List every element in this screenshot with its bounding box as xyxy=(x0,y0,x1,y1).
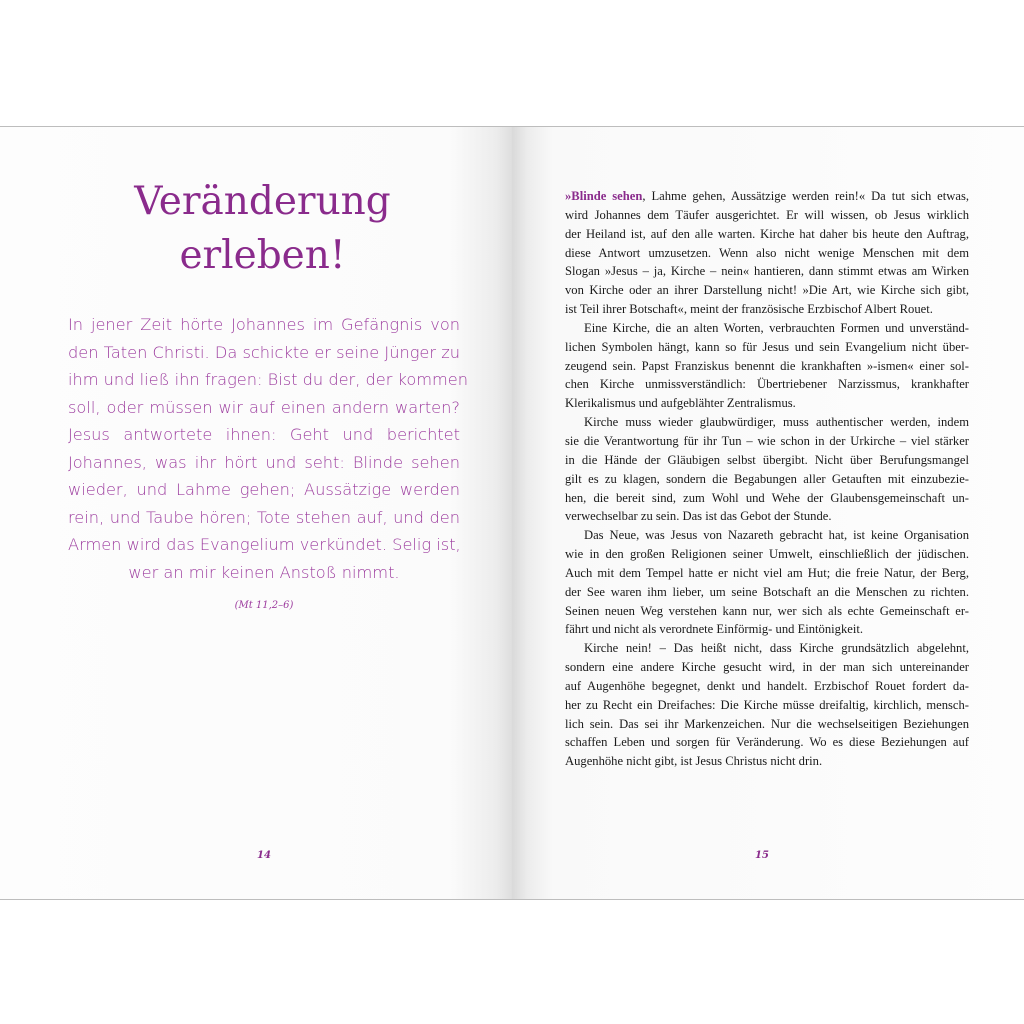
body-line-rest: , Lahme gehen, Aussätzige werden rein!« Da tut sich etwas, xyxy=(642,189,970,203)
body-line: Eine Kirche, die an alten Worten, verbrauchten Formen und unverständ- xyxy=(584,320,969,335)
body-line: Das Neue, was Jesus von Nazareth gebracht hat, ist keine Organisation xyxy=(584,528,969,543)
body-line: der See waren ihm lieber, um seine Botschaft an die Menschen zu richten. xyxy=(565,584,969,599)
body-line: Klerikalismus und aufgeblähter Zentralismus. xyxy=(565,396,796,411)
body-line: ist Teil ihrer Botschaft«, meint der französische Erzbischof Albert Rouet. xyxy=(565,302,933,317)
body-line: wie in den großen Religionen seiner Umwelt, einschließlich der jüdischen. xyxy=(565,547,969,562)
body-line: Seinen neuen Weg verstehen kann nur, wer sich als echte Gemeinschaft er- xyxy=(565,603,969,618)
book-spread xyxy=(0,126,1024,900)
title-line: Veränderung xyxy=(134,179,391,224)
quote-line: In jener Zeit hörte Johannes im Gefängnis von xyxy=(68,315,460,334)
body-line: wird Johannes dem Täufer ausgerichtet. Er will wissen, ob Jesus wirklich xyxy=(565,207,969,222)
body-line: Augenhöhe nicht gibt, ist Jesus Christus nicht drin. xyxy=(565,754,823,769)
body-line: lich sein. Das sei ihr Markenzeichen. Nur die wechselseitigen Beziehungen xyxy=(565,716,969,731)
quote-line: Armen wird das Evangelium verkündet. Selig ist, xyxy=(68,535,461,554)
body-text xyxy=(565,187,969,771)
body-line: zeugend sein. Papst Franziskus benennt die krankhaften »-ismen« einer sol- xyxy=(565,358,969,373)
quote-line: Jesus antwortete ihnen: Geht und berichtet xyxy=(68,425,460,444)
body-line: lichen Symbolen hängt, kann so für Jesus und sein Evangelium nicht über- xyxy=(565,339,969,354)
body-line: chen Kirche unmissverständlich: Übertriebener Narzissmus, krankhafter xyxy=(565,377,969,392)
quote-citation: (Mt 11,2–6) xyxy=(234,600,294,611)
right-page xyxy=(512,127,1024,899)
body-line: von Kirche oder an ihrer Darstellung nicht! »Die Art, wie Kirche sich gibt, xyxy=(565,283,969,298)
body-line: diese Antwort umzusetzen. Wenn also nicht wenige Menschen mit dem xyxy=(565,245,969,260)
body-line: Kirche nein! – Das heißt nicht, dass Kirche grundsätzlich abgelehnt, xyxy=(584,641,969,656)
body-line: sie die Verantwortung für ihr Tun – wie schon in der Urkirche – viel stärker xyxy=(565,433,969,448)
quote-line: wer an mir keinen Anstoß nimmt. xyxy=(128,562,400,582)
page-number-right: 15 xyxy=(755,850,769,861)
quote-line: den Taten Christi. Da schickte er seine Jünger zu xyxy=(68,342,460,362)
body-line: fährt und nicht als verordnete Einförmig- und Eintönigkeit. xyxy=(565,622,863,637)
body-line: der Heiland ist, auf den alle warten. Kirche hat daher bis heute den Auftrag, xyxy=(565,226,969,241)
body-line: sondern eine andere Kirche gesucht wird, in der man sich untereinander xyxy=(565,660,969,675)
body-line: Kirche muss wieder glaubwürdiger, muss authentischer werden, indem xyxy=(584,415,969,430)
quote-line: soll, oder müssen wir auf einen andern warten? xyxy=(68,397,460,417)
body-line: schaffen Leben und sorgen für Veränderung. Wo es diese Beziehungen auf xyxy=(565,735,969,750)
quote-line: wieder, und Lahme gehen; Aussätzige werden xyxy=(68,480,460,499)
body-line: Auch mit dem Tempel hatte er nicht viel am Hut; die freie Natur, der Berg, xyxy=(565,565,969,580)
quote-line: Johannes, was ihr hört und seht: Blinde sehen xyxy=(68,452,460,472)
body-line: gilt es zu klagen, sondern die Begabungen aller Getauften mit einzubezie- xyxy=(565,471,969,486)
quote-line: rein, und Taube hören; Tote stehen auf, und den xyxy=(68,507,460,527)
body-line: her zu Recht ein Dreifaches: Die Kirche müsse dreifaltig, kirchlich, mensch- xyxy=(565,697,969,712)
chapter-title xyxy=(40,175,485,283)
left-page xyxy=(0,127,512,899)
body-line: hen, die bereit sind, zum Wohl und Wehe der Glaubensgemeinschaft un- xyxy=(565,490,969,505)
body-line: verwechselbar zu sein. Das ist das Gebot der Stunde. xyxy=(565,509,832,524)
quote-line: ihm und ließ ihn fragen: Bist du der, der kommen xyxy=(68,370,468,389)
body-line-first xyxy=(565,187,969,206)
body-line: auf Augenhöhe begegnet, denkt und handelt. Erzbischof Rouet fordert da- xyxy=(565,678,969,693)
scripture-quote xyxy=(68,311,468,586)
highlighted-phrase: »Blinde sehen xyxy=(565,189,643,203)
body-line: Slogan »Jesus – ja, Kirche – nein« hantieren, dann stimmt etwas am Wirken xyxy=(565,264,969,279)
body-line: in die Hände der Gläubigen selbst übergibt. Nicht über Berufungsmangel xyxy=(565,452,969,467)
page-number-left: 14 xyxy=(257,850,271,861)
title-line: erleben! xyxy=(179,233,346,278)
